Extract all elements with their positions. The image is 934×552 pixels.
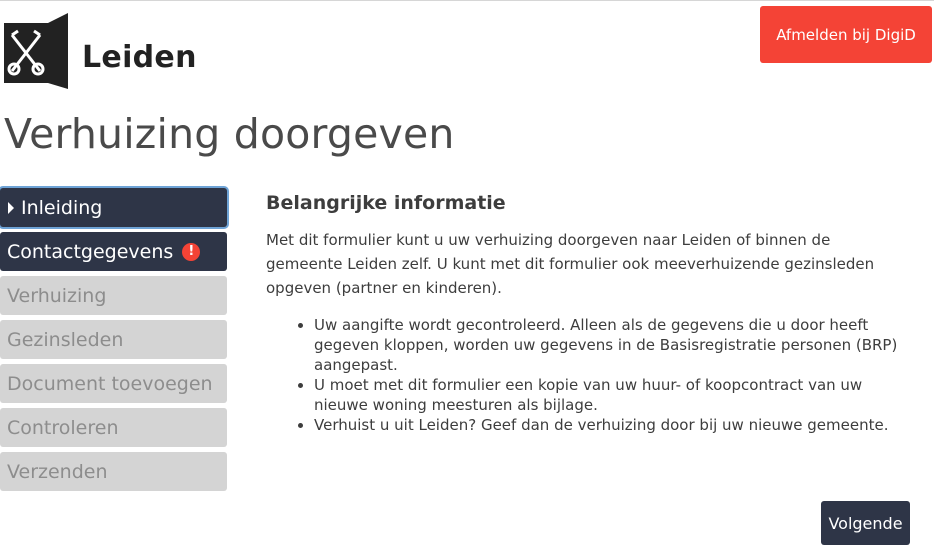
list-item: • Verhuist u uit Leiden? Geef dan de verhuizing door bij uw nieuwe gemeente. [314,415,906,435]
step-label: Contactgegevens [7,240,174,263]
page-title: Verhuizing doorgeven [4,110,455,158]
list-item: • Uw aangifte wordt gecontroleerd. Alleen als de gegevens die u door heeft gegeven kloppen, worden uw gegevens in de Basisregistratie personen (BRP) aangepast. [314,315,906,375]
leiden-keys-logo-icon [4,9,70,89]
step-inleiding[interactable] [0,188,227,227]
step-verhuizing[interactable] [0,276,227,315]
leiden-logo[interactable] [4,9,70,89]
info-intro: Met dit formulier kunt u uw verhuizing doorgeven naar Leiden of binnen de gemeente Leiden zelf. U kunt met dit formulier ook meeverhuizende gezinsleden opgeven (partner en kinderen). [266,231,875,297]
step-label: Inleiding [21,196,103,219]
step-label: Document toevoegen [7,372,213,395]
step-controleren[interactable] [0,408,227,447]
step-label: Controleren [7,416,119,439]
info-list [314,315,906,435]
next-button[interactable]: Volgende [821,501,910,545]
step-navigation [0,188,227,496]
logout-digid-button[interactable]: Afmelden bij DigiD [760,6,932,63]
info-section [266,192,906,435]
exclamation-circle-icon: ! [182,243,200,261]
logo-text: Leiden [82,40,197,75]
step-label: Verhuizing [7,284,107,307]
info-heading: Belangrijke informatie [266,192,506,214]
step-contactgegevens[interactable] [0,232,227,271]
step-document-toevoegen[interactable] [0,364,227,403]
step-gezinsleden[interactable] [0,320,227,359]
step-label: Gezinsleden [7,328,124,351]
caret-right-icon [8,202,14,214]
step-verzenden[interactable] [0,452,227,491]
step-label: Verzenden [7,460,108,483]
list-item: • U moet met dit formulier een kopie van uw huur- of koopcontract van uw nieuwe woning meesturen als bijlage. [314,375,906,415]
top-divider [0,0,934,1]
